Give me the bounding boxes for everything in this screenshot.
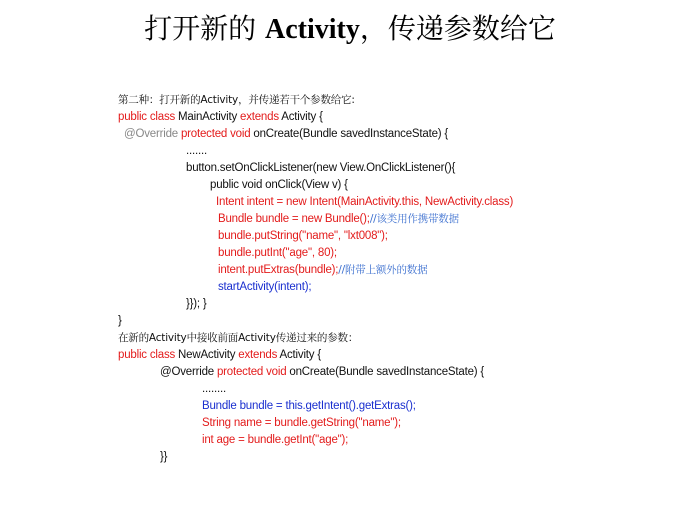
code-line	[118, 262, 688, 279]
code-token: //附带上额外的数据	[338, 264, 428, 276]
code-token: extends	[240, 111, 282, 123]
code-line	[118, 432, 688, 449]
code-line	[118, 143, 688, 160]
code-token: }	[118, 315, 122, 327]
code-token: public void onClick(View v) {	[210, 179, 348, 191]
code-token: .......	[186, 145, 207, 157]
code-token: }}); }	[186, 298, 207, 310]
code-token: onCreate(Bundle savedInstanceState) {	[289, 366, 485, 378]
code-line	[118, 109, 688, 126]
code-token: MainActivity	[178, 111, 240, 123]
code-line	[118, 211, 688, 228]
code-token: NewActivity	[178, 349, 239, 361]
code-line	[118, 194, 688, 211]
code-token: protected void	[180, 128, 254, 140]
code-token: Intent intent = new Intent(MainActivity.this, NewActivity.class)	[216, 196, 514, 208]
code-token: button.setOnClickListener(new View.OnClickListener(){	[186, 162, 456, 174]
code-line	[118, 381, 688, 398]
code-line	[118, 364, 688, 381]
code-token: bundle.putInt("age", 80);	[218, 247, 337, 259]
code-line	[118, 92, 688, 109]
title-suffix: ，传递参数给它	[359, 12, 556, 45]
code-token: ........	[202, 383, 226, 395]
code-line	[118, 228, 688, 245]
code-line	[118, 330, 688, 347]
code-snippet	[118, 92, 688, 466]
code-token: @Override	[124, 128, 181, 140]
code-line	[118, 296, 688, 313]
code-token: 在新的Activity中接收前面Activity传递过来的参数：	[118, 332, 359, 344]
code-line	[118, 126, 688, 143]
title-prefix: 打开新的	[144, 12, 266, 45]
code-token: 第二种：打开新的Activity，并传递若干个参数给它:	[118, 94, 355, 106]
code-line	[118, 160, 688, 177]
title-bold: Activity	[265, 14, 360, 45]
code-token: bundle.putString("name", "lxt008");	[218, 230, 388, 242]
code-token: String name = bundle.getString("name");	[202, 417, 401, 429]
code-token: Bundle bundle = new Bundle();	[218, 213, 370, 225]
code-line	[118, 177, 688, 194]
code-token: @Override	[160, 366, 217, 378]
code-token: onCreate(Bundle savedInstanceState) {	[253, 128, 449, 140]
code-line	[118, 313, 688, 330]
code-token: extends	[238, 349, 280, 361]
code-token: }}	[160, 451, 168, 463]
code-token: Bundle bundle = this.getIntent().getExtras();	[202, 400, 416, 412]
code-token: public class	[118, 349, 179, 361]
code-line	[118, 279, 688, 296]
code-token: protected void	[216, 366, 290, 378]
code-token: Activity {	[279, 349, 321, 361]
code-line	[118, 449, 688, 466]
code-line	[118, 347, 688, 364]
code-line	[118, 415, 688, 432]
code-token: startActivity(intent);	[218, 281, 312, 293]
code-line	[118, 245, 688, 262]
code-token: Activity {	[281, 111, 323, 123]
code-line	[118, 398, 688, 415]
code-token: //该类用作携带数据	[369, 213, 459, 225]
code-token: int age = bundle.getInt("age");	[202, 434, 349, 446]
slide-title	[0, 12, 700, 47]
code-token: public class	[118, 111, 179, 123]
code-token: intent.putExtras(bundle);	[218, 264, 339, 276]
